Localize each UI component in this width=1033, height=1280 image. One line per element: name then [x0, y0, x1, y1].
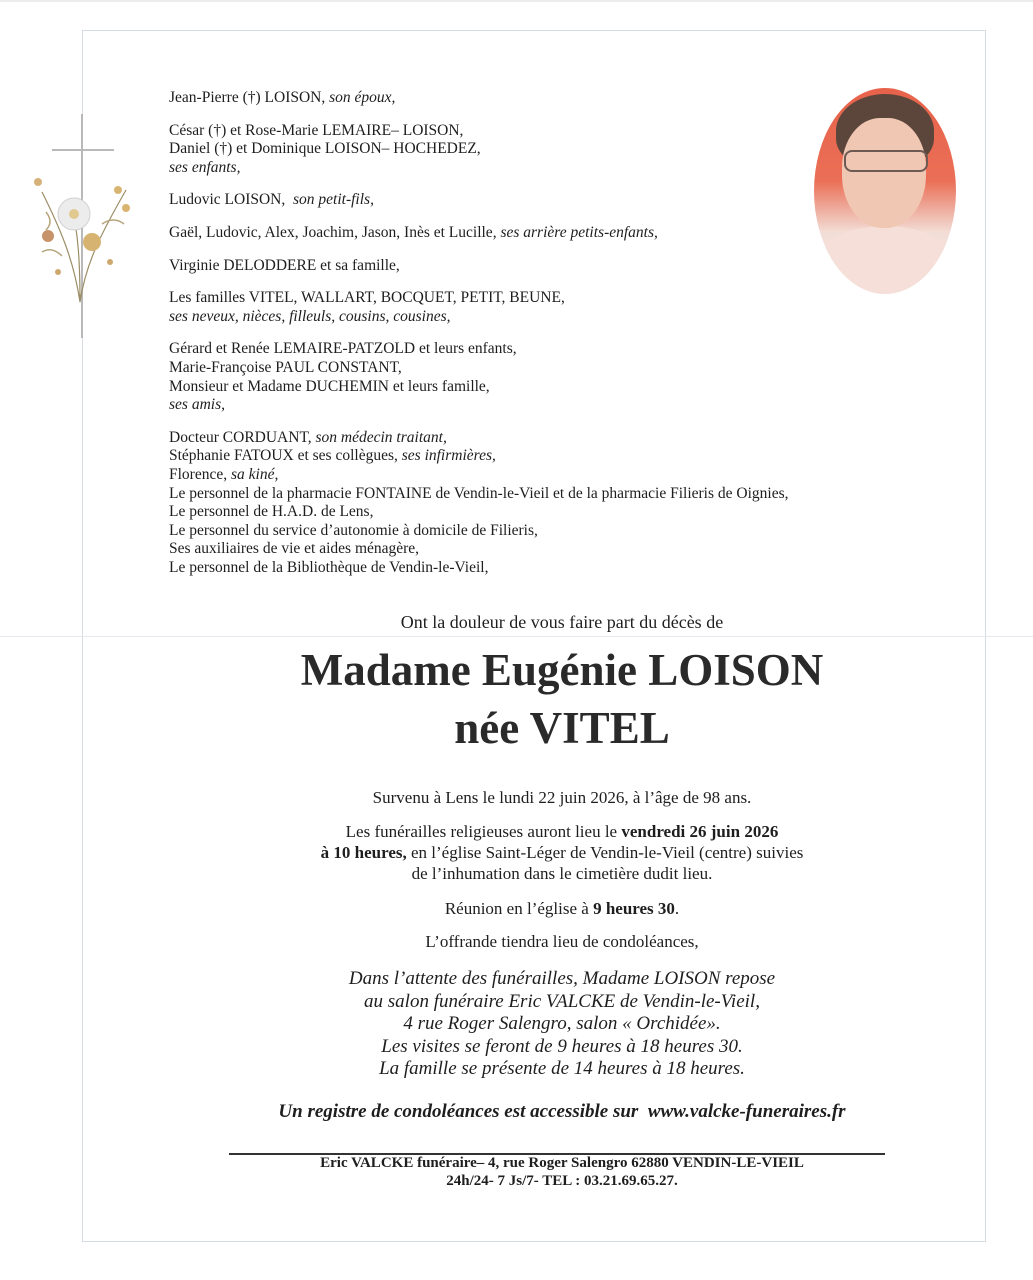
relation-text: ses infirmières,: [401, 447, 496, 465]
footer-phone: 24h/24- 7 Js/7- TEL : 03.21.69.65.27.: [446, 1173, 678, 1189]
intro-text: Ont la douleur de vous faire part du décès de: [400, 612, 724, 632]
scan-top-edge: [0, 0, 1033, 2]
reunion-text: [82, 898, 1033, 919]
repose-line: au salon funéraire Eric VALCKE de Vendin-le-Vieil,: [364, 990, 760, 1012]
repose-line: 4 rue Roger Salengro, salon « Orchidée».: [403, 1013, 721, 1035]
relation-text: son époux,: [329, 89, 396, 106]
family-group: [169, 122, 889, 178]
family-text: Jean-Pierre (†) LOISON,: [169, 89, 330, 106]
family-text: Le personnel de la pharmacie FONTAINE de Vendin-le-Vieil et de la pharmacie Filieris de Oignies,: [169, 484, 789, 502]
funeral-text: Les funérailles religieuses auront lieu le: [345, 822, 622, 841]
family-group: [169, 340, 889, 414]
family-text: Le personnel du service d’autonomie à domicile de Filieris,: [169, 521, 538, 539]
family-text: Le personnel de H.A.D. de Lens,: [169, 503, 374, 521]
family-text: Monsieur et Madame DUCHEMIN et leurs famille,: [169, 377, 490, 395]
family-group: [169, 191, 889, 210]
family-text: Gérard et Renée LEMAIRE-PATZOLD et leurs enfants,: [169, 340, 517, 358]
family-text: Docteur CORDUANT,: [169, 428, 316, 446]
family-text: Ludovic LOISON,: [169, 191, 286, 209]
funeral-date: vendredi 26 juin 2026: [621, 822, 779, 841]
relation-text: ses amis,: [169, 396, 225, 414]
relation-text: ses enfants,: [169, 158, 241, 176]
funeral-text: de l’inhumation dans le cimetière dudit lieu.: [411, 864, 713, 883]
funeral-text: en l’église Saint-Léger de Vendin-le-Vieil (centre) suivies: [406, 843, 804, 862]
death-notice: Survenu à Lens le lundi 22 juin 2026, à l’âge de 98 ans.: [372, 788, 752, 807]
family-group: [169, 289, 889, 326]
offrande-text: L’offrande tiendra lieu de condoléances,: [425, 932, 699, 951]
fold-line: [0, 636, 1033, 637]
family-text: Virginie DELODDERE et sa famille,: [169, 256, 400, 274]
repose-details: [82, 968, 1033, 1081]
relation-text: son petit-fils,: [293, 191, 374, 209]
funeral-details: [82, 821, 1033, 884]
family-group: [169, 429, 889, 578]
family-text: Ses auxiliaires de vie et aides ménagère,: [169, 540, 420, 558]
family-text: Les familles VITEL, WALLART, BOCQUET, PETIT, BEUNE,: [169, 289, 565, 307]
family-group: [169, 257, 889, 276]
funeral-time: à 10 heures,: [320, 843, 407, 862]
family-text: Marie-Françoise PAUL CONSTANT,: [169, 358, 402, 376]
footer-address: Eric VALCKE funéraire– 4, rue Roger Salengro 62880 VENDIN-LE-VIEIL: [320, 1155, 804, 1171]
reunion-end: .: [674, 899, 680, 918]
family-text: Stéphanie FATOUX et ses collègues,: [169, 447, 402, 465]
footer: [82, 1154, 1033, 1190]
relation-text: son médecin traitant,: [315, 428, 447, 446]
relation-text: ses neveux, nièces, filleuls, cousins, cousines,: [169, 307, 451, 325]
condolence-register: Un registre de condoléances est accessible sur www.valcke-funeraires.fr: [278, 1101, 846, 1122]
relation-text: ses arrière petits-enfants,: [500, 223, 658, 241]
family-text: Gaël, Ludovic, Alex, Joachim, Jason, Inès et Lucille,: [169, 223, 501, 241]
reunion-time: 9 heures 30: [593, 899, 675, 918]
repose-line: Dans l’attente des funérailles, Madame LOISON repose: [348, 968, 776, 989]
relation-text: sa kiné,: [230, 465, 279, 483]
repose-line: Les visites se feront de 9 heures à 18 heures 30.: [381, 1035, 743, 1057]
family-group: [169, 224, 889, 243]
family-group: [169, 89, 889, 108]
repose-line: La famille se présente de 14 heures à 18 heures.: [379, 1058, 745, 1080]
family-text: Daniel (†) et Dominique LOISON– HOCHEDEZ,: [169, 140, 481, 158]
family-text: Le personnel de la Bibliothèque de Vendin-le-Vieil,: [169, 558, 489, 576]
maiden-name: née VITEL: [454, 703, 670, 753]
family-list: [169, 89, 889, 591]
reunion-label: Réunion en l’église à: [444, 899, 594, 918]
cross-flowers-icon: [22, 112, 146, 340]
deceased-name: Madame Eugénie LOISON: [300, 645, 824, 695]
family-text: César (†) et Rose-Marie LEMAIRE– LOISON,: [169, 121, 464, 139]
family-text: Florence,: [169, 465, 231, 483]
